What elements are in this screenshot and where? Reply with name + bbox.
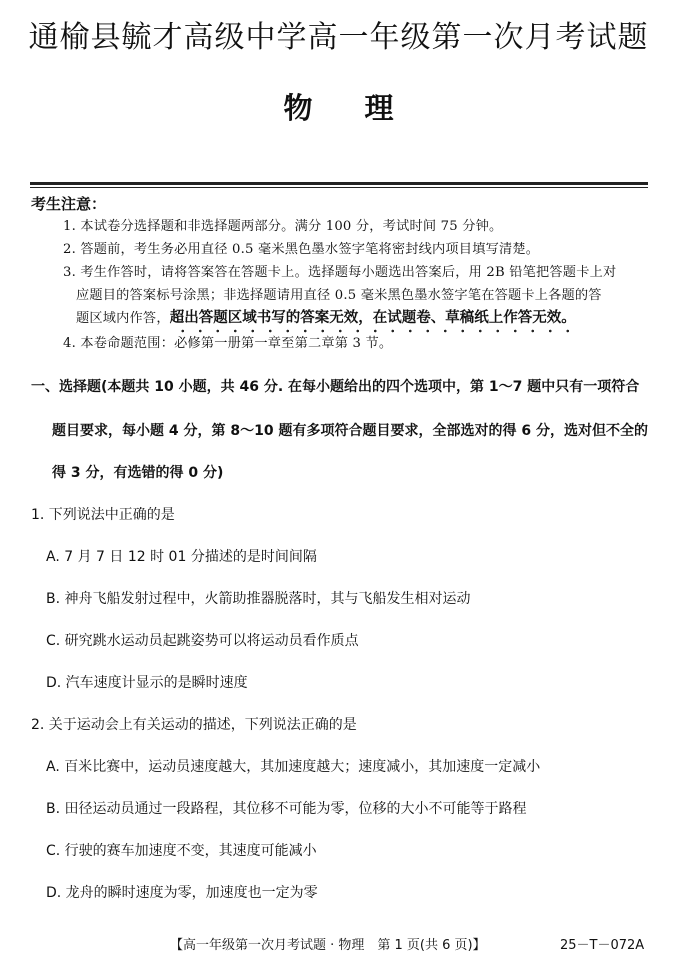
notice-heading: 考生注意： [31, 195, 107, 213]
notice-item-1: 1. 本试卷分选择题和非选择题两部分。满分 100 分，考试时间 75 分钟。 [63, 219, 503, 234]
notice-item-4: 4. 本卷命题范围：必修第一册第一章至第二章第 3 节。 [63, 336, 393, 351]
question-1-option-c: C. 研究跳水运动员起跳姿势可以将运动员看作质点 [46, 633, 359, 649]
question-1-option-d: D. 汽车速度计显示的是瞬时速度 [46, 675, 248, 691]
question-2-option-b: B. 田径运动员通过一段路程，其位移不可能为零，位移的大小不可能等于路程 [46, 801, 527, 817]
page-footer: 【高一年级第一次月考试题 · 物理 第 1 页(共 6 页)】 [170, 938, 486, 953]
question-2-option-d: D. 龙舟的瞬时速度为零，加速度也一定为零 [46, 885, 318, 901]
section-1-line-1: 一、选择题(本题共 10 小题，共 46 分. 在每小题给出的四个选项中，第 1～7 题中只有一项符合 [31, 379, 640, 395]
notice-emphasis: 超出答题区域书写的答案无效，在试题卷、草稿纸上作答无效。 [170, 310, 576, 334]
section-1-line-3: 得 3 分，有选错的得 0 分) [52, 465, 224, 481]
question-2-option-c: C. 行驶的赛车加速度不变，其速度可能减小 [46, 843, 317, 859]
question-2-option-a: A. 百米比赛中，运动员速度越大，其加速度越大；速度减小，其加速度一定减小 [46, 759, 541, 775]
notice-item-3-cont: 应题目的答案标号涂黑；非选择题请用直径 0.5 毫米黑色墨水签字笔在答题卡上各题的答 [76, 288, 602, 303]
question-1-option-a: A. 7 月 7 日 12 时 01 分描述的是时间间隔 [46, 549, 317, 565]
notice-item-3-tail: 题区域内作答， [76, 311, 170, 326]
paper-code: 25－T－072A [560, 938, 645, 953]
header-rule-thin [30, 187, 648, 188]
header-rule-thick [30, 182, 648, 185]
notice-item-3-cont2 [76, 306, 576, 327]
notice-item-3: 3. 考生作答时，请将答案答在答题卡上。选择题每小题选出答案后，用 2B 铅笔把答题卡上对 [63, 265, 617, 280]
exam-title: 通榆县毓才高级中学高一年级第一次月考试题 [28, 20, 649, 55]
notice-item-2: 2. 答题前，考生务必用直径 0.5 毫米黑色墨水签字笔将密封线内项目填写清楚。 [63, 242, 540, 257]
question-1-option-b: B. 神舟飞船发射过程中，火箭助推器脱落时，其与飞船发生相对运动 [46, 591, 471, 607]
section-1-line-2: 题目要求，每小题 4 分，第 8～10 题有多项符合题目要求，全部选对的得 6 分，选对但不全的 [52, 423, 648, 439]
question-2-stem: 2. 关于运动会上有关运动的描述，下列说法正确的是 [31, 717, 357, 733]
question-1-stem: 1. 下列说法中正确的是 [31, 507, 175, 523]
subject-title: 物理 [283, 91, 446, 125]
